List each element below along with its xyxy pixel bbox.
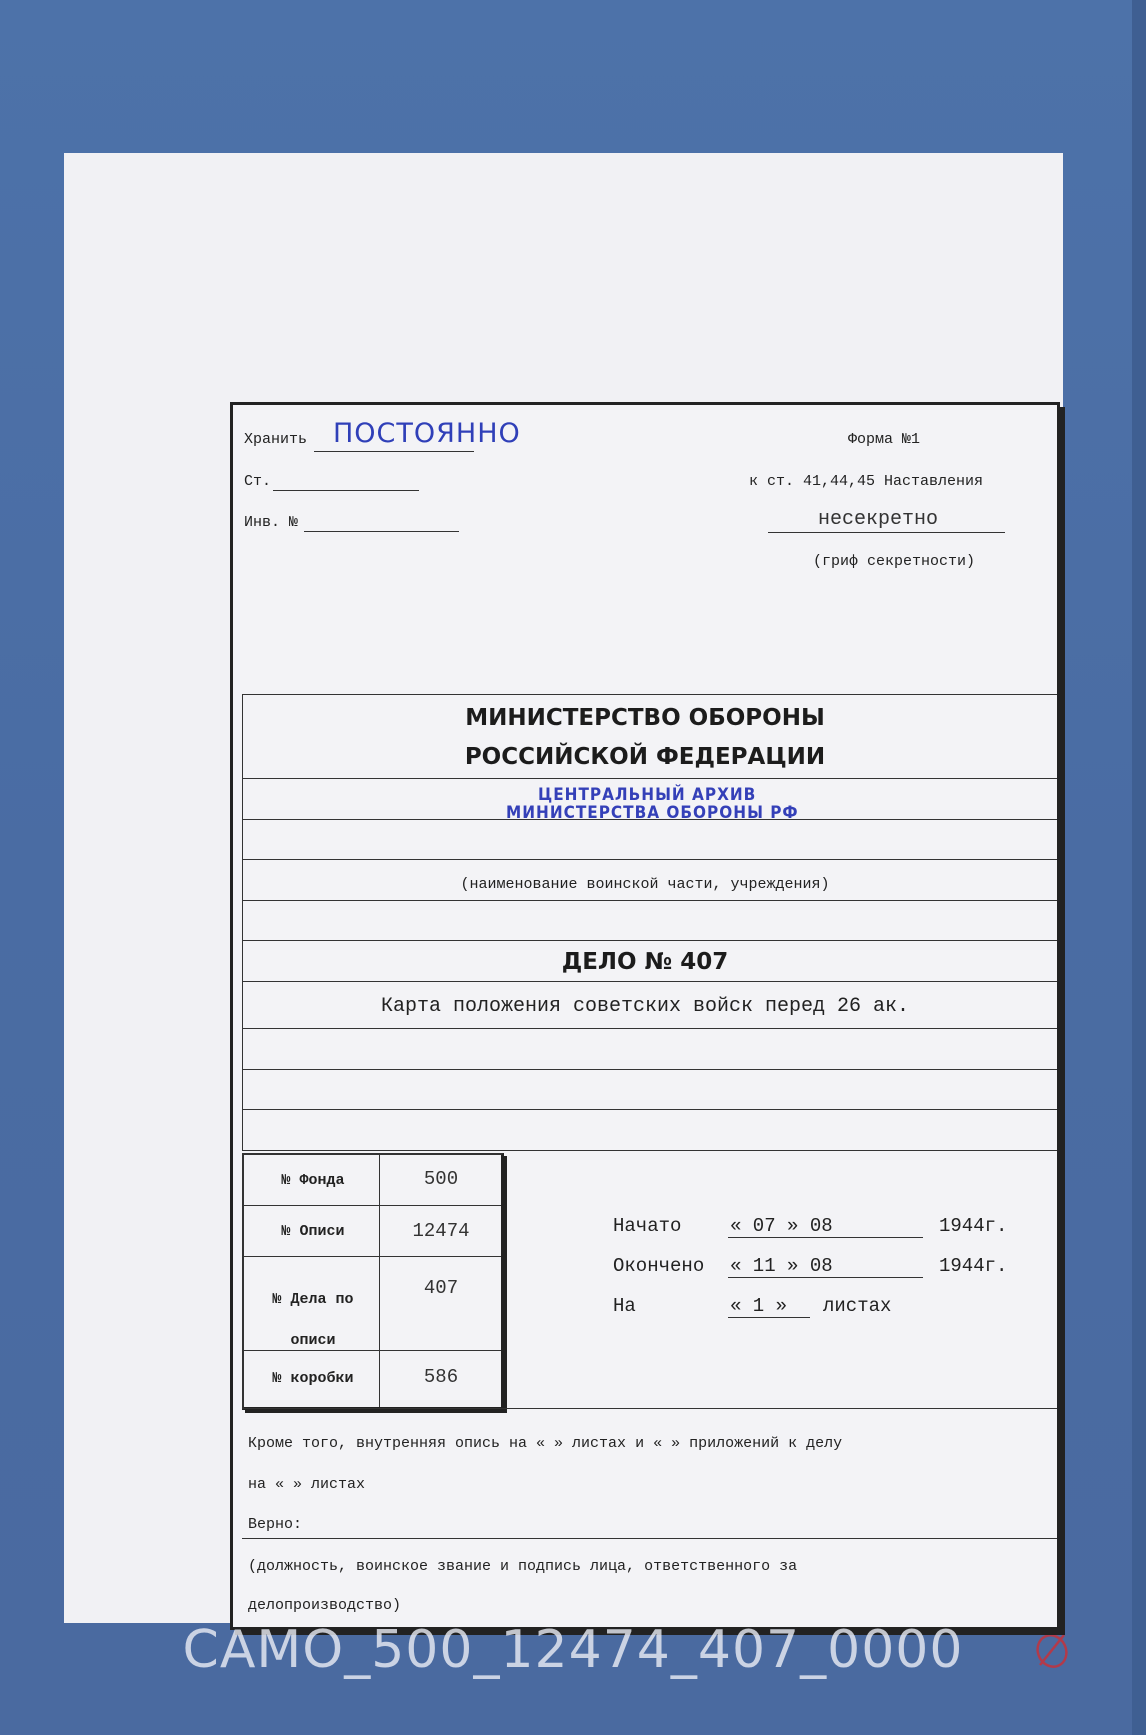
table-value-fond: 500	[423, 1168, 459, 1190]
rule	[242, 1150, 1057, 1151]
rule	[242, 940, 1057, 941]
started-year: 1944г.	[939, 1215, 1008, 1237]
form-reference: к ст. 41,44,45 Наставления	[749, 473, 984, 490]
table-rule	[244, 1256, 501, 1257]
ended-value: « 11 » 08	[730, 1255, 833, 1277]
case-title: ДЕЛО № 407	[561, 949, 729, 975]
rule	[242, 981, 1057, 982]
form-frame	[230, 402, 1060, 1630]
started-label: Начато	[613, 1215, 682, 1237]
archive-sheet	[64, 153, 1063, 1623]
inv-underline	[304, 531, 459, 532]
signature-caption-line-2: делопроизводство)	[248, 1597, 402, 1614]
correct-label: Верно:	[248, 1516, 303, 1533]
sheets-on-label: На	[613, 1295, 636, 1317]
signature-rule	[242, 1538, 1057, 1539]
unit-caption: (наименование воинской части, учреждения)	[460, 876, 830, 893]
started-value: « 07 » 08	[730, 1215, 833, 1237]
secrecy-underline	[768, 532, 1005, 533]
ended-underline	[728, 1277, 923, 1278]
rule	[242, 900, 1057, 901]
st-label: Ст.	[244, 473, 272, 490]
folder-spine	[1132, 0, 1146, 1735]
keep-label: Хранить	[244, 431, 308, 448]
form-number: Форма №1	[848, 431, 921, 448]
extra-inventory-line-1: Кроме того, внутренняя опись на « » листах и « » приложений к делу	[248, 1435, 843, 1452]
table-label-fond: № Фонда	[281, 1172, 345, 1189]
inv-label: Инв. №	[244, 514, 299, 531]
secrecy-value: несекретно	[818, 508, 939, 531]
extra-inventory-line-2: на « » листах	[248, 1476, 366, 1493]
ministry-line-1: МИНИСТЕРСТВО ОБОРОНЫ	[465, 705, 825, 731]
ministry-line-2: РОССИЙСКОЙ ФЕДЕРАЦИИ	[464, 744, 826, 770]
table-value-opis: 12474	[412, 1220, 470, 1242]
rule	[242, 694, 1057, 695]
keep-stamp: ПОСТОЯННО	[333, 418, 521, 449]
rule	[242, 859, 1057, 860]
case-description: Карта положения советских войск перед 26 ак.	[380, 995, 910, 1018]
table-label-delo: № Дела по описи	[272, 1291, 354, 1349]
signature-caption-line-1: (должность, воинское звание и подпись лица, ответственного за	[248, 1558, 798, 1575]
file-code: CAMO_500_12474_407_0000	[182, 1620, 964, 1680]
bottom-rule	[242, 1408, 1057, 1409]
table-label-box: № коробки	[272, 1370, 354, 1387]
rule	[242, 1109, 1057, 1110]
table-rule	[244, 1205, 501, 1206]
st-underline	[273, 490, 419, 491]
sheets-value: « 1 »	[730, 1295, 788, 1317]
rule	[242, 1069, 1057, 1070]
table-value-box: 586	[423, 1366, 459, 1388]
table-value-delo: 407	[423, 1277, 459, 1299]
keep-underline	[314, 451, 474, 452]
archive-stamp-line-1: ЦЕНТРАЛЬНЫЙ АРХИВ	[538, 785, 757, 805]
rule	[242, 778, 1057, 779]
rule	[242, 1028, 1057, 1029]
sheets-underline	[728, 1317, 810, 1318]
table-label-opis: № Описи	[281, 1223, 345, 1240]
secrecy-caption: (гриф секретности)	[813, 553, 976, 570]
sheets-label: листах	[823, 1295, 892, 1317]
ended-label: Окончено	[613, 1255, 705, 1277]
archive-index-table	[242, 1153, 504, 1410]
ended-year: 1944г.	[939, 1255, 1008, 1277]
started-underline	[728, 1237, 923, 1238]
archive-stamp-line-2: МИНИСТЕРСТВА ОБОРОНЫ РФ	[506, 803, 799, 823]
